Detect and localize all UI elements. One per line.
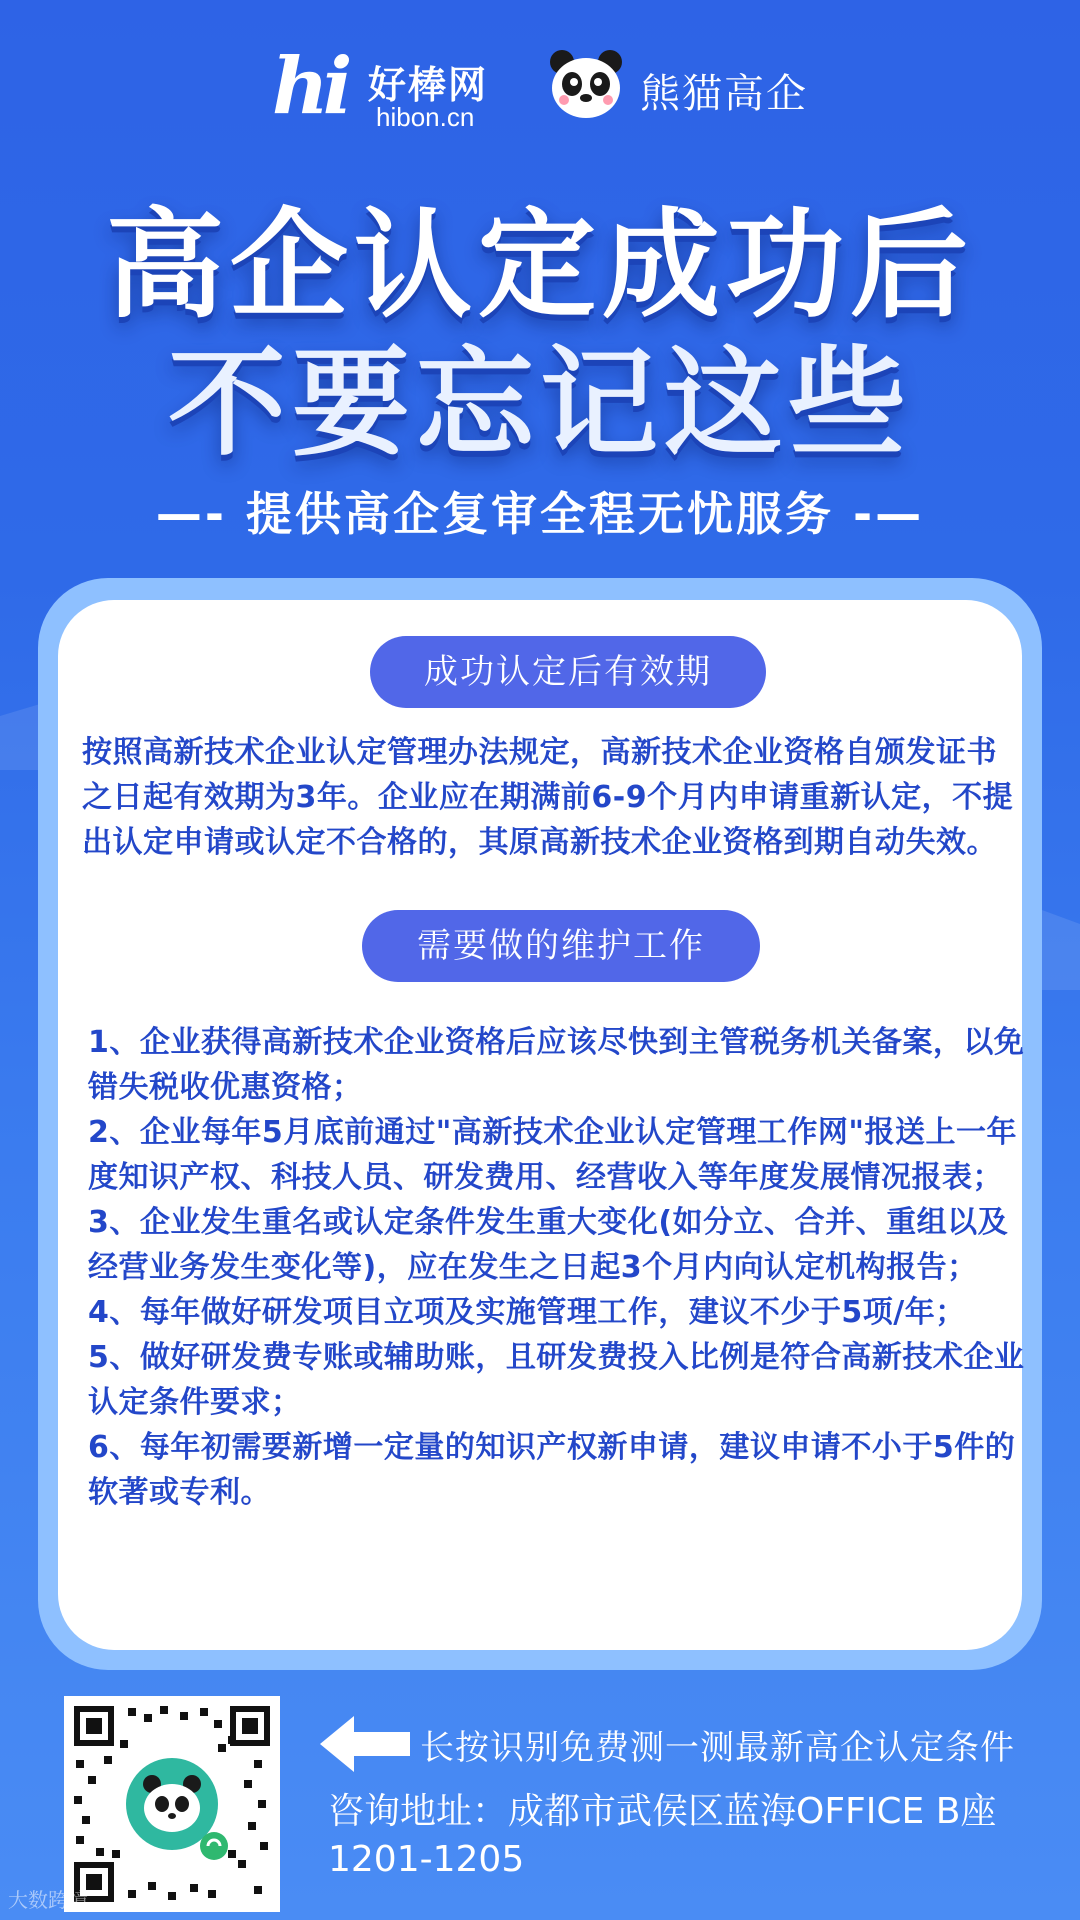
qr-code[interactable] bbox=[64, 1696, 280, 1912]
maintenance-list bbox=[88, 1020, 1028, 1515]
panda-face-icon bbox=[548, 48, 624, 120]
watermark: 大数跨境 bbox=[8, 1888, 88, 1912]
list-item: 4、每年做好研发项目立项及实施管理工作，建议不少于5项/年； bbox=[88, 1295, 966, 1330]
cta-text: 长按识别免费测一测最新高企认定条件 bbox=[420, 1728, 1015, 1768]
arrow-left-icon bbox=[320, 1716, 410, 1772]
title-line-1: 高企认定成功后 bbox=[105, 196, 974, 334]
haobang-logo bbox=[272, 42, 512, 132]
panda-name: 熊猫高企 bbox=[640, 71, 808, 117]
haobang-logo-icon: hi bbox=[272, 41, 347, 132]
validity-paragraph: 按照高新技术企业认定管理办法规定，高新技术企业资格自颁发证书之日起有效期为3年。企业应在期满前6-9个月内申请重新认定，不提出认定申请或认定不合格的，其原高新技术企业资格到期自动失效。 bbox=[82, 735, 1014, 860]
qr-code-icon bbox=[68, 1700, 276, 1908]
list-item: 5、做好研发费专账或辅助账，且研发费投入比例是符合高新技术企业认定条件要求； bbox=[88, 1340, 1025, 1420]
header bbox=[0, 30, 1080, 140]
title-line-2: 不要忘记这些 bbox=[167, 334, 912, 472]
address bbox=[328, 1788, 1048, 1884]
list-item: 1、企业获得高新技术企业资格后应该尽快到主管税务机关备案，以免错失税收优惠资格； bbox=[88, 1025, 1025, 1105]
list-item: 6、每年初需要新增一定量的知识产权新申请，建议申请不小于5件的软著或专利。 bbox=[88, 1430, 1016, 1510]
address-line-1: 咨询地址：成都市武侯区蓝海OFFICE B座 bbox=[328, 1791, 997, 1832]
panda-logo bbox=[548, 44, 848, 128]
section-validity-pill: 成功认定后有效期 bbox=[370, 636, 766, 708]
list-item: 2、企业每年5月底前通过"高新技术企业认定管理工作网"报送上一年度知识产权、科技人员、研发费用、经营收入等年度发展情况报表； bbox=[88, 1115, 1018, 1195]
subtitle: —- 提供高企复审全程无忧服务 -— bbox=[155, 487, 925, 541]
list-item: 3、企业发生重名或认定条件发生重大变化(如分立、合并、重组以及经营业务发生变化等)，应在发生之日起3个月内向认定机构报告； bbox=[88, 1205, 1009, 1285]
haobang-name: 好棒网 bbox=[368, 62, 489, 107]
address-line-2: 1201-1205 bbox=[328, 1839, 525, 1880]
haobang-url: hibon.cn bbox=[376, 102, 475, 132]
section-maintenance-pill: 需要做的维护工作 bbox=[362, 910, 760, 982]
